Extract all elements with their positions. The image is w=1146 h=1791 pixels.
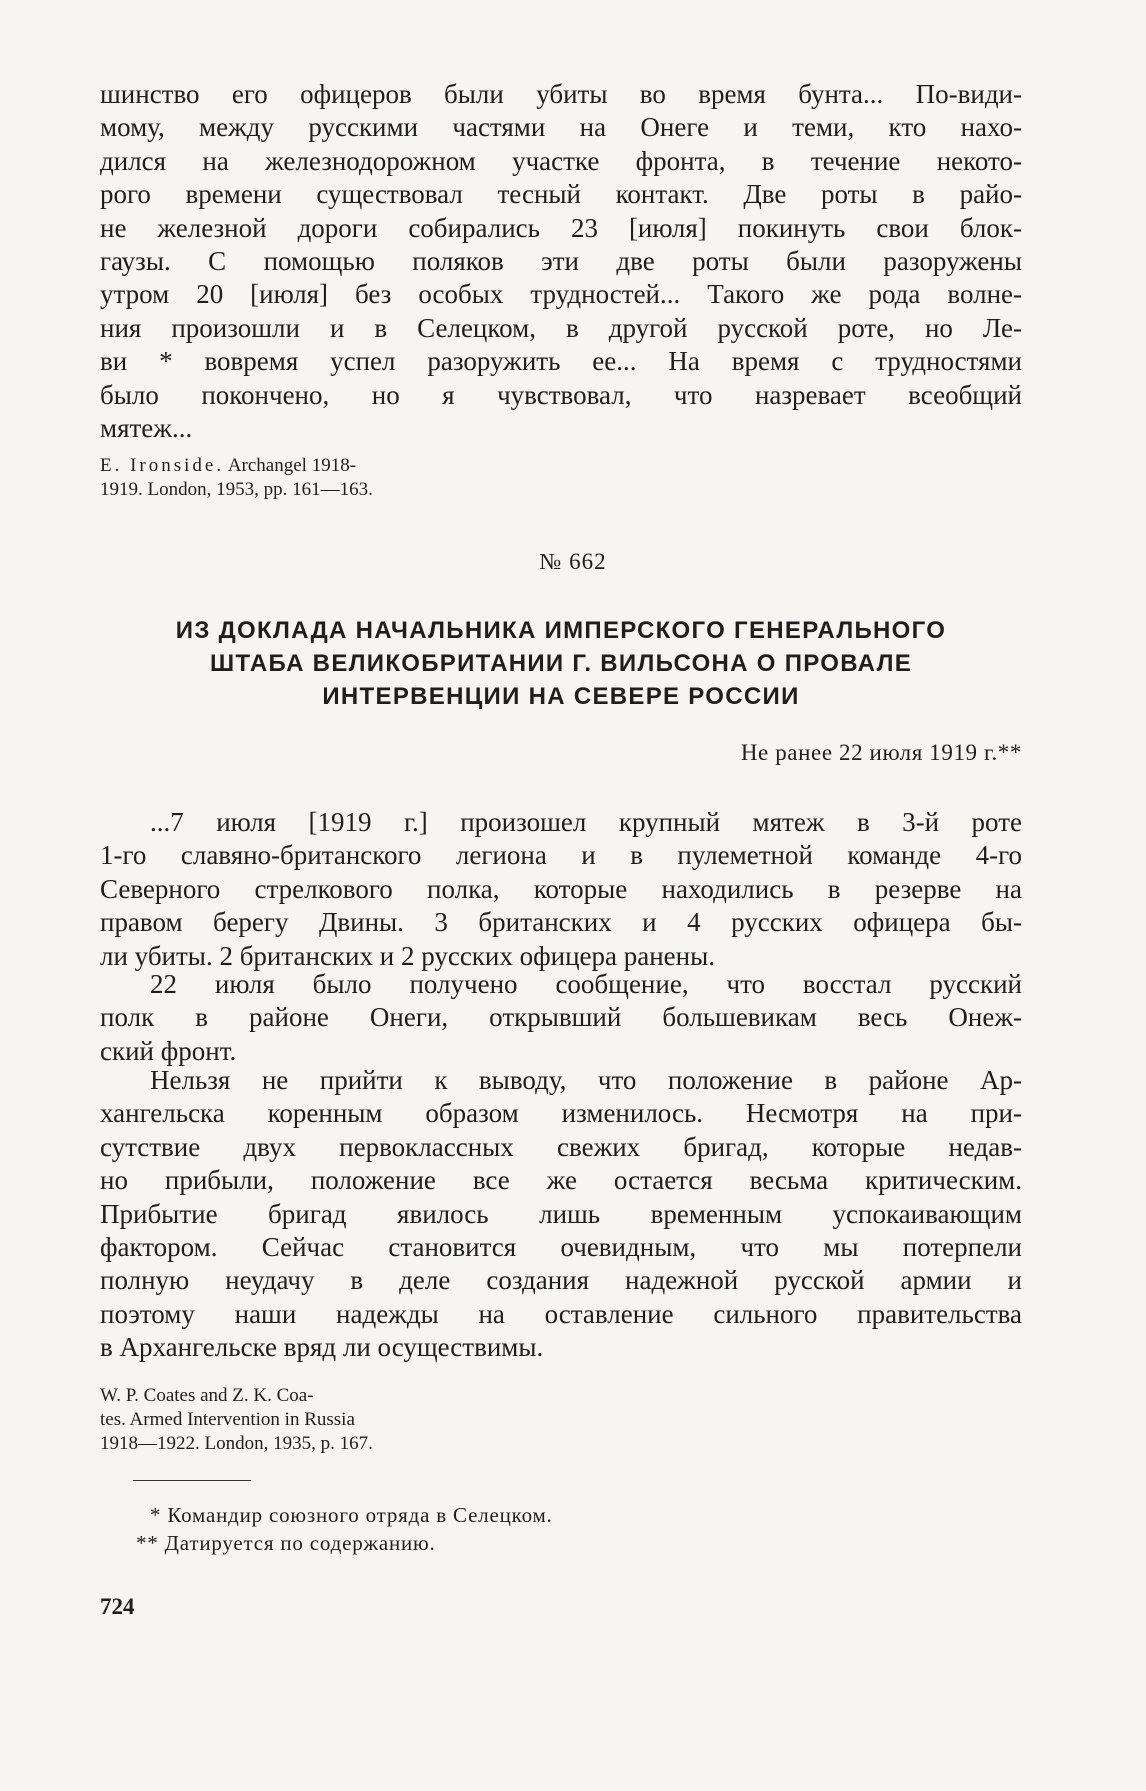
text-line: ли убиты. 2 британских и 2 русских офицера ранены. [100, 940, 715, 971]
text-line: в Архангельске вряд ли осуществимы. [100, 1332, 544, 1363]
body-paragraph-3 [100, 1064, 1022, 1365]
top-paragraph [100, 78, 1022, 445]
citation-author: E. Ironside. [100, 455, 225, 476]
citation-line: 1919. London, 1953, pp. 161—163. [100, 479, 373, 500]
text-line: полк в районе Онеги, открывший большевикам весь Онеж- [100, 1002, 1022, 1033]
text-line: поэтому наши надежды на оставление сильного правительства [100, 1298, 1022, 1329]
text-line: сутствие двух первоклассных свежих бригад, которые недав- [100, 1131, 1022, 1162]
text-line: мятеж... [100, 413, 193, 444]
citation-line: 1918—1922. London, 1935, p. 167. [100, 1433, 373, 1454]
text-line: гаузы. С помощью поляков эти две роты были разоружены [100, 246, 1022, 277]
document-title [100, 614, 1022, 713]
title-line: ШТАБА ВЕЛИКОБРИТАНИИ Г. ВИЛЬСОНА О ПРОВАЛЕ [209, 650, 913, 677]
document-number: № 662 [539, 549, 607, 574]
text-line: хангельска коренным образом изменилось. Несмотря на при- [100, 1098, 1022, 1129]
body-paragraph-1 [100, 806, 1022, 973]
text-line: ния произошли и в Селецком, в другой русской роте, но Ле- [100, 312, 1022, 343]
citation-title: Archangel 1918- [227, 455, 357, 476]
text-line: рого времени существовал тесный контакт. Две роты в райо- [100, 179, 1022, 210]
title-line: ИЗ ДОКЛАДА НАЧАЛЬНИКА ИМПЕРСКОГО ГЕНЕРАЛЬНОГО [175, 617, 947, 644]
text-line: ви * вовремя успел разоружить ее... На время с трудностями [100, 346, 1022, 377]
text-line: утром 20 [июля] без особых трудностей... Такого же рода волне- [100, 279, 1022, 310]
citation-line: W. P. Coates and Z. K. Coa- [100, 1385, 314, 1406]
body-paragraph-2 [100, 968, 1022, 1068]
source-citation-ironside [100, 454, 520, 502]
text-line: полную неудачу в деле создания надежной русской армии и [100, 1265, 1022, 1296]
text-line: ский фронт. [100, 1035, 237, 1066]
text-line: Прибытие бригад явилось лишь временным успокаивающим [100, 1198, 1022, 1229]
footnote-2: ** Датируется по содержанию. [136, 1531, 436, 1555]
text-line: не железной дороги собирались 23 [июля] покинуть свои блок- [100, 212, 1022, 243]
page-number: 724 [100, 1594, 135, 1619]
text-line: ...7 июля [1919 г.] произошел крупный мятеж в 3-й роте [150, 807, 1022, 837]
source-citation-coates [100, 1384, 520, 1456]
text-line: 22 июля было получено сообщение, что восстал русский [150, 969, 1022, 999]
citation-line [100, 454, 520, 478]
text-line: мому, между русскими частями на Онеге и теми, кто нахо- [100, 112, 1022, 143]
text-line: Северного стрелкового полка, которые находились в резерве на [100, 873, 1022, 904]
text-line: шинство его офицеров были убиты во время бунта... По-види- [100, 79, 1022, 109]
footnote-divider [133, 1480, 251, 1481]
text-line: было покончено, но я чувствовал, что назревает всеобщий [100, 379, 1022, 410]
footnote-1: * Командир союзного отряда в Селецком. [150, 1503, 553, 1527]
text-line: но прибыли, положение все же остается весьма критическим. [100, 1165, 1022, 1196]
text-line: 1-го славяно-британского легиона и в пулеметной команде 4-го [100, 840, 1022, 871]
text-line: фактором. Сейчас становится очевидным, что мы потерпели [100, 1232, 1022, 1263]
text-line: дился на железнодорожном участке фронта, в течение некото- [100, 145, 1022, 176]
citation-line: tes. Armed Intervention in Russia [100, 1409, 355, 1430]
text-line: Нельзя не прийти к выводу, что положение в районе Ар- [150, 1065, 1022, 1095]
title-line: ИНТЕРВЕНЦИИ НА СЕВЕРЕ РОССИИ [322, 683, 800, 710]
text-line: правом берегу Двины. 3 британских и 4 русских офицера бы- [100, 907, 1022, 938]
date-note: Не ранее 22 июля 1919 г.** [740, 740, 1022, 765]
